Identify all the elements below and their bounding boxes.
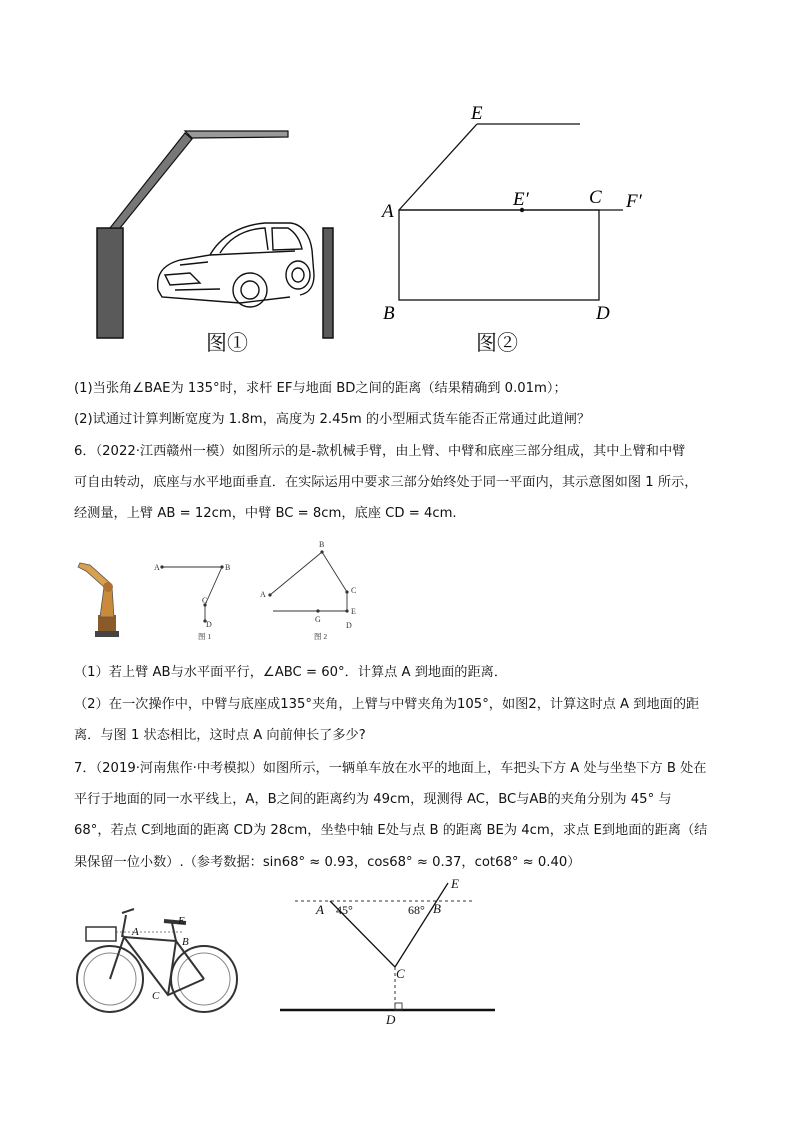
label-E: E <box>471 103 483 124</box>
fig2-label-C: C <box>351 586 357 595</box>
geo-label-68deg: 68° <box>408 903 425 917</box>
bike-label-E: E <box>178 915 185 927</box>
fig1-label-C: C <box>202 596 208 605</box>
fig1-label-B: B <box>225 563 231 572</box>
bike-label-B: B <box>182 936 189 948</box>
bike-label-C: C <box>152 990 160 1002</box>
fig1-caption: 图 1 <box>198 632 212 641</box>
label-F-prime: F′ <box>626 191 642 212</box>
figure-2 <box>370 95 670 355</box>
figure-1-caption: 图① <box>206 331 248 355</box>
q7-line4: 果保留一位小数）.（参考数据：sin68° ≈ 0.93，cos68° ≈ 0.37，cot68° ≈ 0.40） <box>74 855 581 870</box>
geo-label-B: B <box>433 901 441 916</box>
q5-part2: (2)试通过计算判断宽度为 1.8m，高度为 2.45m 的小型厢式货车能否正常通过此道闸？ <box>74 412 591 427</box>
q6-sub1: （1）若上臂 AB与水平面平行，∠ABC = 60°．计算点 A 到地面的距离． <box>74 665 508 680</box>
label-B: B <box>383 303 395 324</box>
geo-label-D: D <box>386 1012 396 1027</box>
bike-label-A: A <box>132 926 139 938</box>
q5-part1: (1)当张角∠BAE为 135°时，求杆 EF与地面 BD之间的距离（结果精确到 0.01m）； <box>74 381 567 396</box>
bicycle-figure <box>72 895 242 1020</box>
q7-line3: 68°，若点 C到地面的距离 CD为 28cm，坐垫中轴 E处与点 B 的距离 BE为 4cm，求点 E到地面的距离（结 <box>74 823 708 838</box>
label-C: C <box>589 187 602 208</box>
q7-line2: 平行于地面的同一水平线上，A，B之间的距离约为 49cm，现测得 AC，BC与AB的夹角分别为 45° 与 <box>74 792 672 807</box>
q6-line2: 可自由转动，底座与水平地面垂直．在实际运用中要求三部分始终处于同一平面内，其示意图如图 1 所示， <box>74 475 698 490</box>
q7-geometry-figure <box>275 870 505 1030</box>
fig1-label-A: A <box>154 563 160 572</box>
label-E-prime: E′ <box>513 189 529 210</box>
fig2-caption: 图 2 <box>314 632 328 641</box>
label-D: D <box>596 303 610 324</box>
figure-2-caption: 图② <box>476 331 518 355</box>
fig2-label-A: A <box>260 590 266 599</box>
fig2-label-E: E <box>351 607 356 616</box>
geo-label-A: A <box>316 902 324 917</box>
segment-AE <box>399 124 477 210</box>
q6-line1: 6．（2022·江西赣州一模）如图所示的是-款机械手臂，由上臂、中臂和底座三部分组成，其中上臂和中臂 <box>74 444 686 459</box>
geo-label-C: C <box>396 966 405 981</box>
gate-car-illustration <box>90 125 350 355</box>
rectangle-ABDC <box>399 210 599 300</box>
fig2-label-D: D <box>346 621 352 630</box>
figure-2-diagram <box>370 95 670 355</box>
robot-arm-image <box>78 563 119 637</box>
bicycle-svg <box>72 895 242 1020</box>
geo-label-45deg: 45° <box>336 903 353 917</box>
label-A: A <box>382 201 394 222</box>
geo-label-E: E <box>451 876 459 891</box>
fig1-label-D: D <box>206 620 212 629</box>
q7-line1: 7．（2019·河南焦作·中考模拟）如图所示，一辆单车放在水平的地面上，车把头下方 A 处与坐垫下方 B 处在 <box>74 761 707 776</box>
figure-1 <box>90 125 350 355</box>
q7-geometry-svg <box>275 870 505 1030</box>
q6-figures <box>70 535 370 645</box>
q6-line3: 经测量，上臂 AB = 12cm，中臂 BC = 8cm，底座 CD = 4cm. <box>74 506 457 521</box>
q6-sub2-line2: 离．与图 1 状态相比，这时点 A 向前伸长了多少? <box>74 728 366 743</box>
fig2-label-G: G <box>315 615 321 624</box>
fig2-label-B: B <box>319 540 325 549</box>
q6-figures-svg <box>70 535 370 645</box>
q6-sub2-line1: （2）在一次操作中，中臂与底座成135°夹角，上臂与中臂夹角为105°，如图2，计算这时点 A 到地面的距 <box>74 697 700 712</box>
